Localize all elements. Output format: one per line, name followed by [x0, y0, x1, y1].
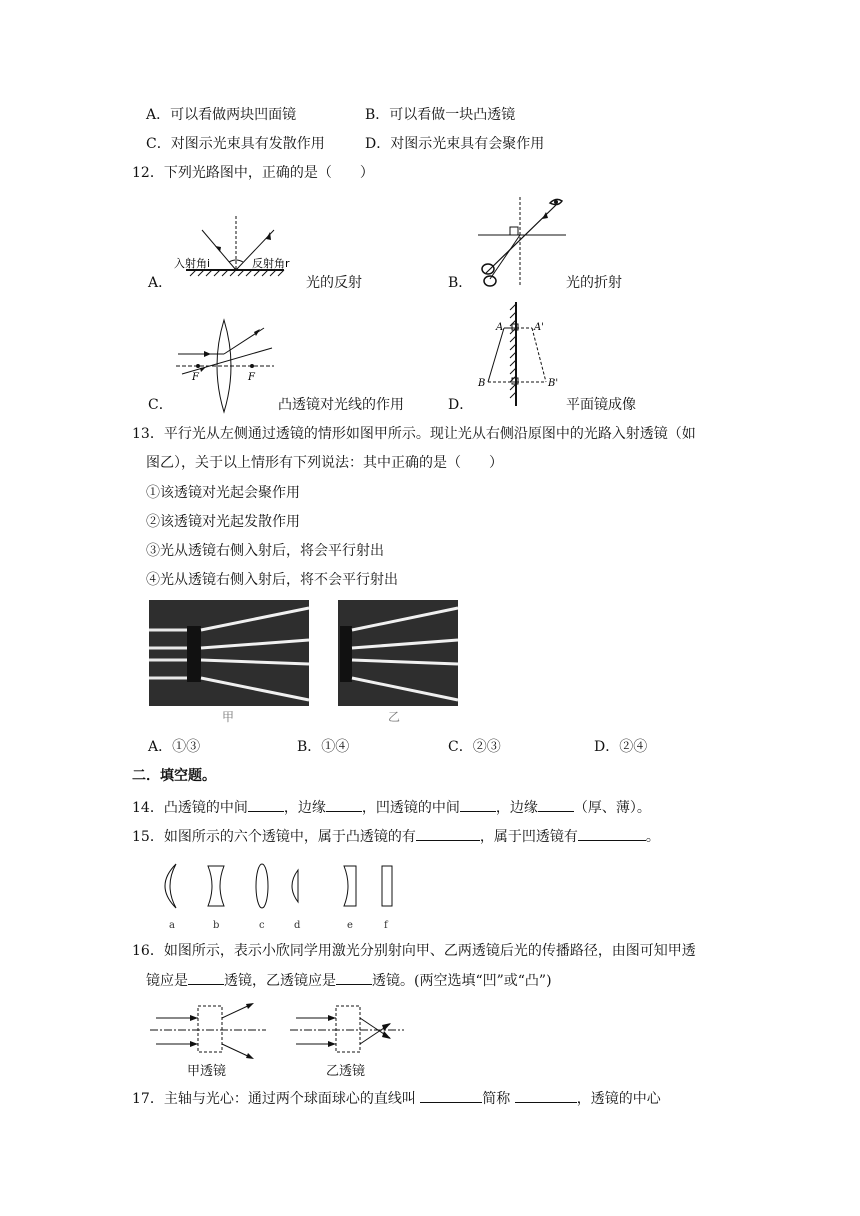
- q12-option-b-caption: 光的折射: [566, 275, 622, 291]
- q14-part2: ，边缘: [283, 800, 326, 816]
- point-a-prime-label: A': [534, 322, 544, 333]
- q13-option-c: C．②③: [448, 739, 501, 755]
- q16-line2: [146, 970, 552, 991]
- q11-option-c: C．对图示光束具有发散作用: [146, 136, 325, 152]
- focus-left-label: F: [192, 372, 199, 383]
- refraction-diagram: [476, 193, 568, 293]
- q13-option-b: B．①④: [297, 739, 350, 755]
- q13-stem-line1: 13．平行光从左侧通过透镜的情形如图甲所示。现让光从右侧沿原图中的光路入射透镜（如: [132, 426, 696, 442]
- plane-mirror-diagram: [474, 300, 568, 408]
- q14-part5: （厚、薄）。: [573, 800, 651, 816]
- lens-label-c: c: [259, 920, 265, 931]
- reflection-diagram: [172, 212, 304, 294]
- q13-statement-3: ③光从透镜右侧入射后，将会平行射出: [146, 543, 384, 559]
- point-b-prime-label: B': [548, 378, 559, 389]
- q12-option-a-label: A．: [148, 275, 173, 291]
- lens-label-e: e: [347, 920, 353, 931]
- point-a-label: A: [496, 322, 504, 333]
- point-b-label: B: [478, 378, 486, 389]
- q11-option-b: B．可以看做一块凸透镜: [365, 107, 516, 123]
- focus-right-label: F: [248, 372, 255, 383]
- q17-blank-1[interactable]: [420, 1088, 482, 1103]
- q14-blank-3[interactable]: [460, 797, 496, 812]
- fig-yi-lens-label: 乙透镜: [326, 1064, 366, 1079]
- lens-label-a: a: [169, 920, 175, 931]
- q14-text: [132, 797, 651, 818]
- q17-part1: 17．主轴与光心：通过两个球面球心的直线叫: [132, 1091, 421, 1107]
- q16-blank-2[interactable]: [336, 970, 372, 985]
- q15-blank-1[interactable]: [416, 826, 480, 841]
- q12-option-a-caption: 光的反射: [306, 275, 362, 291]
- lens-photo-yi: [338, 600, 458, 706]
- fig-jia-label: 甲: [222, 710, 235, 724]
- q17-part2: 简称: [482, 1091, 515, 1107]
- laser-lens-figure: [146, 1000, 410, 1080]
- q14-part3: ，凹透镜的中间: [361, 800, 460, 816]
- q12-option-d-label: D．: [448, 397, 474, 413]
- six-lenses-figure: [146, 856, 416, 934]
- q11-option-a: A．可以看做两块凹面镜: [146, 107, 297, 123]
- lens-label-b: b: [213, 920, 220, 931]
- q14-part1: 14．凸透镜的中间: [132, 800, 248, 816]
- q16-blank-1[interactable]: [188, 970, 224, 985]
- q13-statement-4: ④光从透镜右侧入射后，将不会平行射出: [146, 572, 398, 588]
- reflection-angle-label: 反射角r: [252, 257, 290, 270]
- q16-line1: 16．如图所示，表示小欣同学用激光分别射向甲、乙两透镜后光的传播路径，由图可知甲透: [132, 943, 696, 959]
- section-title: 二．填空题。: [132, 768, 216, 784]
- q15-blank-2[interactable]: [578, 826, 646, 841]
- q12-option-c-label: C．: [148, 397, 173, 413]
- q15-part1: 15．如图所示的六个透镜中，属于凸透镜的有: [132, 829, 416, 845]
- q17-part3: ，透镜的中心: [576, 1091, 661, 1107]
- fig-jia-lens-label: 甲透镜: [187, 1064, 227, 1079]
- q12-stem: 12．下列光路图中，正确的是（ ）: [132, 165, 374, 181]
- q15-text: [132, 826, 660, 847]
- q14-blank-1[interactable]: [248, 797, 284, 812]
- q14-part4: ，边缘: [495, 800, 538, 816]
- lens-label-d: d: [294, 920, 301, 931]
- q13-statement-2: ②该透镜对光起发散作用: [146, 514, 300, 530]
- q15-part2: ，属于凹透镜有: [479, 829, 578, 845]
- lens-label-f: f: [384, 920, 388, 931]
- q14-blank-4[interactable]: [538, 797, 574, 812]
- lens-photo-jia: [149, 600, 309, 706]
- q16-part2: 透镜，乙透镜应是: [224, 973, 336, 989]
- q12-option-d-caption: 平面镜成像: [566, 397, 636, 413]
- q16-part3: 透镜。(两空选填“凹”或“凸”): [372, 973, 552, 989]
- convex-lens-diagram: [174, 318, 278, 414]
- q14-blank-2[interactable]: [326, 797, 362, 812]
- q11-option-d: D．对图示光束具有会聚作用: [365, 136, 545, 152]
- incidence-angle-label: 入射角i: [174, 257, 211, 270]
- q12-option-c-caption: 凸透镜对光线的作用: [278, 397, 404, 413]
- fig-yi-label: 乙: [388, 710, 401, 724]
- q15-part3: 。: [645, 829, 660, 845]
- q13-option-a: A．①③: [148, 739, 201, 755]
- q13-stem-line2: 图乙），关于以上情形有下列说法：其中正确的是（ ）: [146, 455, 503, 471]
- q16-part1: 镜应是: [146, 973, 188, 989]
- q17-text: [132, 1088, 661, 1109]
- q13-option-d: D．②④: [594, 739, 648, 755]
- q12-option-b-label: B．: [448, 275, 473, 291]
- q13-statement-1: ①该透镜对光起会聚作用: [146, 485, 300, 501]
- q17-blank-2[interactable]: [515, 1088, 577, 1103]
